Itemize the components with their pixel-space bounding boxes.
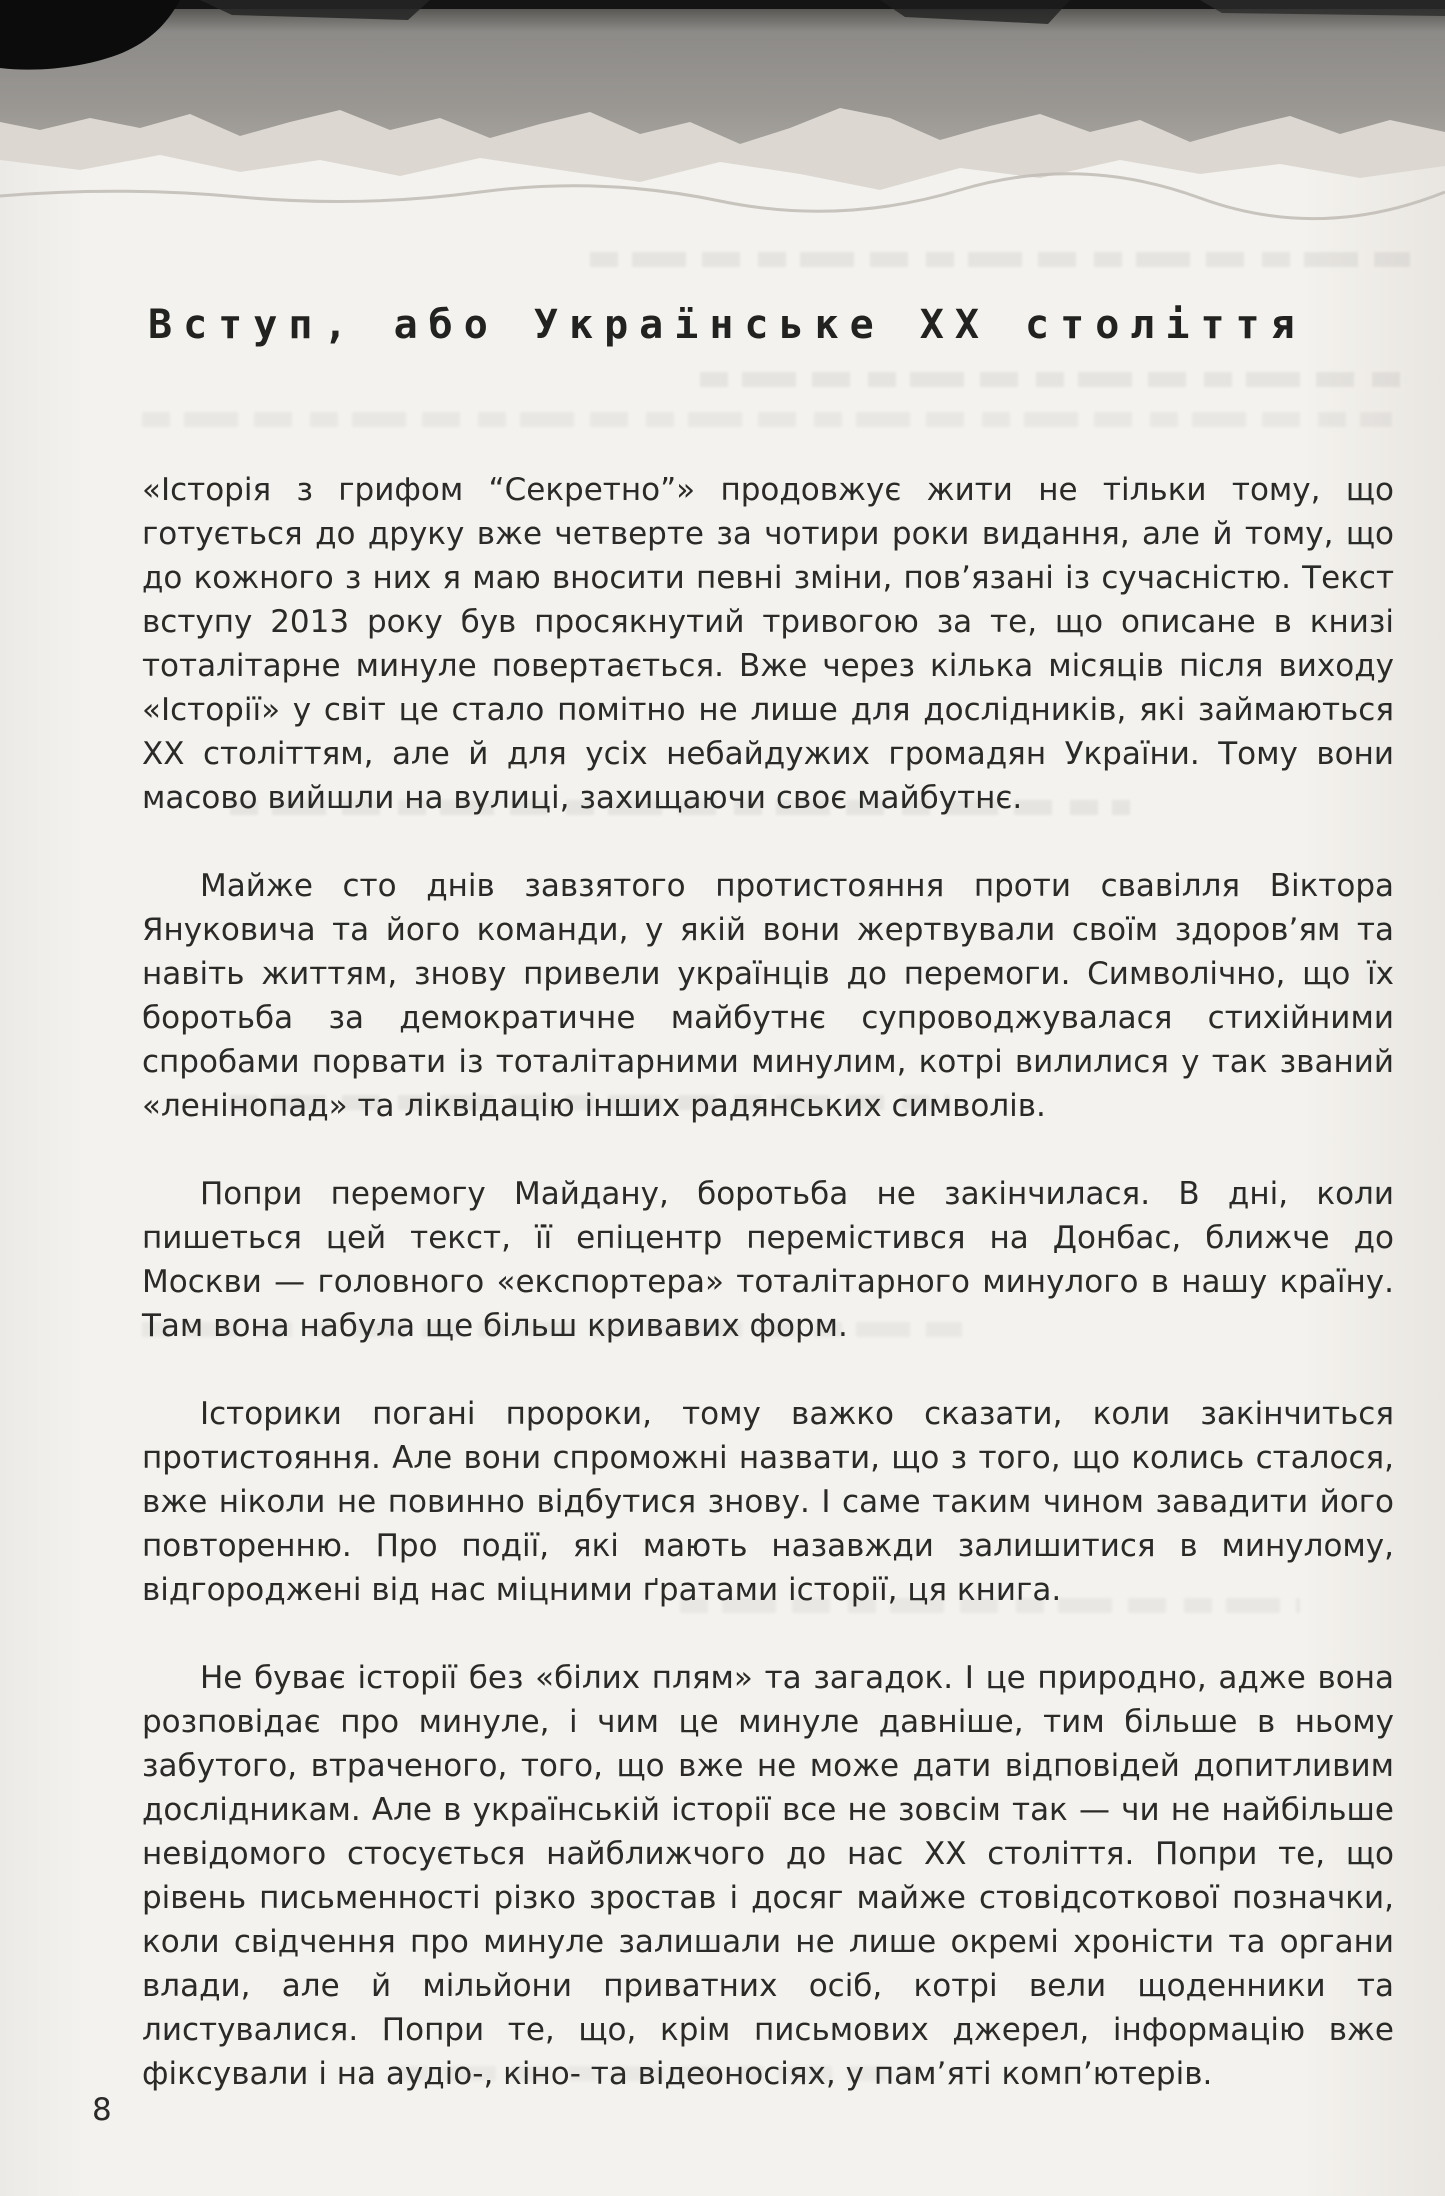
body-text — [142, 468, 1394, 2140]
paragraph-3: Попри перемогу Майдану, боротьба не закінчилася. В дні, коли пишеться цей текст, її епіцентр перемістився на Донбас, ближче до Москви — головного «експортера» тоталітарного минулого в нашу країну. Там вона набула ще більш кривавих форм. — [142, 1176, 1394, 1344]
paragraph-5: Не буває історії без «білих плям» та загадок. І це природно, адже вона розповідає про минуле, і чим це минуле давніше, тим більше в ньому забутого, втраченого, того, що вже не може дати відповідей допитливим дослідникам. Але в українській історії все не зовсім так — чи не найбільше невідомого стосується найближчого до нас ХХ століття. Попри те, що рівень письменності різко зростав і досяг майже стовідсоткової позначки, коли свідчення про минуле залишали не лише окремі хроністи та органи влади, але й мільйони приватних осіб, котрі вели щоденники та листувалися. Попри те, що, крім письмових джерел, інформацію вже фіксували і на аудіо-, кіно- та відеоносіях, у пам’яті комп’ютерів. — [142, 1660, 1394, 2092]
paragraph-2: Майже сто днів завзятого протистояння проти свавілля Віктора Януковича та його команди, у якій вони жертвували своїм здоров’ям та навіть життям, знову привели українців до перемоги. Символічно, що їх боротьба за демократичне майбутнє супроводжувалася стихійними спробами порвати із тоталітарними минулим, котрі вилилися у так званий «ленінопад» та ліквідацію інших радянських символів. — [142, 868, 1394, 1124]
torn-edge-graphic — [0, 0, 1445, 240]
paragraph-1: «Історія з грифом “Секретно”» продовжує жити не тільки тому, що готується до друку вже четверте за чотири роки видання, але й тому, що до кожного з них я маю вносити певні зміни, пов’язані із сучасністю. Текст вступу 2013 року був просякнутий тривогою за те, що описане в книзі тоталітарне минуле повертається. Вже через кілька місяців після виходу «Історії» у світ це стало помітно не лише для дослідників, які займаються ХХ століттям, але й для усіх небайдужих громадян України. Тому вони масово вийшли на вулиці, захищаючи своє майбутнє. — [142, 472, 1394, 816]
torn-paper-edge — [0, 0, 1445, 240]
paragraph-4: Історики погані пророки, тому важко сказати, коли закінчиться протистояння. Але вони спроможні назвати, що з того, що колись сталося, вже ніколи не повинно відбутися знову. І саме таким чином завадити його повторенню. Про події, які мають назавжди залишитися в минулому, відгороджені від нас міцними ґратами історії, ця книга. — [142, 1396, 1394, 1608]
bleedthrough-line — [700, 372, 1400, 387]
bleedthrough-line — [142, 412, 1392, 427]
chapter-title: Вступ, або Українське ХХ століття — [148, 302, 1306, 348]
bleedthrough-line — [590, 252, 1410, 267]
page-number: 8 — [92, 2092, 112, 2128]
